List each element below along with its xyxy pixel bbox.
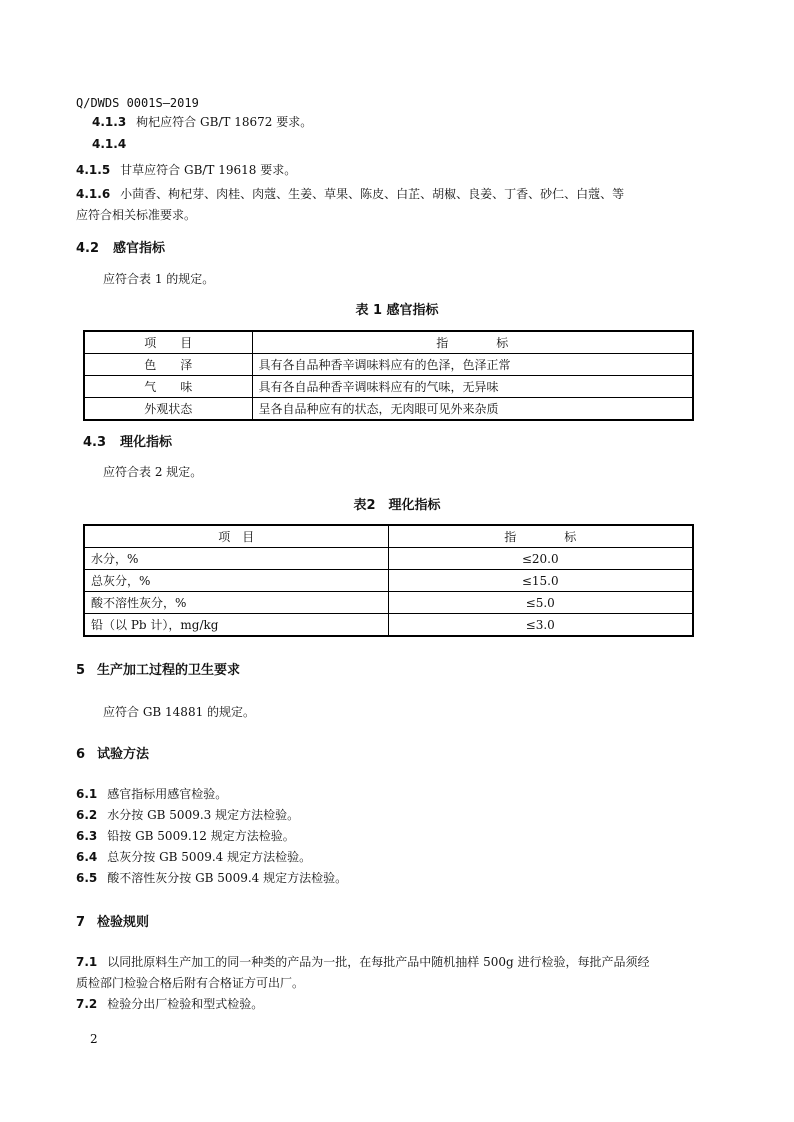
table-row [84,592,693,614]
table-cell: 水分，% [84,548,388,570]
table-cell: 气 味 [84,376,252,398]
table-header-row [84,331,693,354]
clause-6-1 [76,785,227,802]
table-cell: ≤5.0 [388,592,693,614]
clause-text: 以同批原料生产加工的同一种类的产品为一批，在每批产品中随机抽样 500g 进行检验，每批产品须经 [107,955,650,969]
clause-number: 6.4 [76,850,98,864]
table2-caption: 表2 理化指标 [353,498,441,513]
page-number: 2 [90,1032,98,1046]
clause-number: 4.1.4 [92,137,127,151]
section-number: 6 [76,747,86,762]
clause-7-1-line2: 质检部门检验合格后附有合格证方可出厂。 [76,976,305,990]
section-5-body: 应符合 GB 14881 的规定。 [103,705,256,719]
clause-number: 6.1 [76,787,98,801]
clause-6-4 [76,848,311,865]
clause-number: 7.2 [76,997,98,1011]
clause-6-3 [76,827,295,844]
table-cell: 具有各自品种香辛调味料应有的气味，无异味 [252,376,693,398]
clause-4-1-6-line2: 应符合相关标准要求。 [76,208,197,222]
section-number: 4.2 [76,241,100,256]
clause-number: 4.1.6 [76,187,111,201]
clause-4-1-5 [76,161,296,178]
section-title: 试验方法 [97,747,150,762]
clause-number: 4.1.5 [76,163,111,177]
table-row [84,354,693,376]
section-title: 感官指标 [113,241,166,256]
table-cell: 具有各自品种香辛调味料应有的色泽，色泽正常 [252,354,693,376]
section-number: 4.3 [83,435,107,450]
section-title: 理化指标 [120,435,173,450]
clause-number: 7.1 [76,955,98,969]
table-header-cell: 指 标 [388,525,693,548]
clause-text: 感官指标用感官检验。 [107,787,228,801]
table-cell: 色 泽 [84,354,252,376]
section-title: 生产加工过程的卫生要求 [97,663,241,678]
doc-code: Q/DWDS 0001S—2019 [76,96,199,110]
section-number: 5 [76,663,86,678]
section-5-heading [76,659,240,678]
clause-text: 甘草应符合 GB/T 19618 要求。 [120,163,297,177]
clause-number: 6.5 [76,871,98,885]
section-6-heading [76,743,149,762]
table-row [84,398,693,421]
table-row [84,570,693,592]
clause-text: 枸杞应符合 GB/T 18672 要求。 [136,115,313,129]
clause-6-2 [76,806,299,823]
section-number: 7 [76,915,86,930]
section-4-3-body: 应符合表 2 规定。 [103,465,203,479]
table-row [84,376,693,398]
table-row [84,548,693,570]
section-7-heading [76,911,149,930]
clause-7-2 [76,995,263,1012]
clause-text: 酸不溶性灰分按 GB 5009.4 规定方法检验。 [107,871,348,885]
table-header-row [84,525,693,548]
table-cell: 酸不溶性灰分，% [84,592,388,614]
section-4-3-heading [83,431,172,450]
clause-text: 总灰分按 GB 5009.4 规定方法检验。 [107,850,312,864]
section-title: 检验规则 [97,915,150,930]
table-header-cell: 指 标 [252,331,693,354]
table-cell: 外观状态 [84,398,252,421]
table-row [84,614,693,637]
clause-text: 水分按 GB 5009.3 规定方法检验。 [107,808,300,822]
section-4-2-heading [76,237,165,256]
table-cell: ≤3.0 [388,614,693,637]
clause-text: 小茴香、枸杞芽、肉桂、肉蔻、生姜、草果、陈皮、白芷、胡椒、良姜、丁香、砂仁、白蔻、等 [120,187,625,201]
table-cell: 呈各自品种应有的状态，无肉眼可见外来杂质 [252,398,693,421]
clause-7-1 [76,953,649,970]
clause-number: 6.2 [76,808,98,822]
table-cell: 铅（以 Pb 计），mg/kg [84,614,388,637]
table-cell: ≤15.0 [388,570,693,592]
table-cell: ≤20.0 [388,548,693,570]
section-4-2-body: 应符合表 1 的规定。 [103,272,215,286]
table2 [83,524,694,637]
clause-6-5 [76,869,347,886]
table1 [83,330,694,421]
table-header-cell: 项 目 [84,525,388,548]
table-cell: 总灰分，% [84,570,388,592]
clause-text: 检验分出厂检验和型式检验。 [107,997,264,1011]
table1-caption: 表 1 感官指标 [355,303,439,318]
clause-number: 6.3 [76,829,98,843]
clause-4-1-4 [92,137,136,151]
clause-4-1-6 [76,185,624,202]
clause-text: 铅按 GB 5009.12 规定方法检验。 [107,829,295,843]
clause-4-1-3 [92,113,312,130]
clause-number: 4.1.3 [92,115,127,129]
table-header-cell: 项 目 [84,331,252,354]
